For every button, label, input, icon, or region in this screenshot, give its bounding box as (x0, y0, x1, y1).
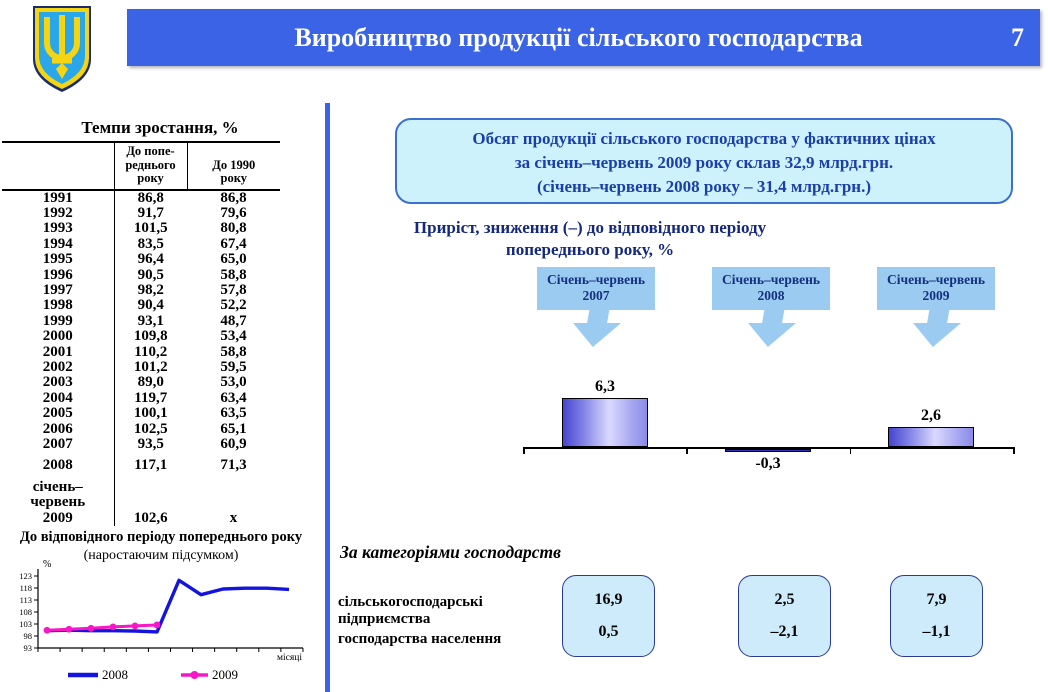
period-label-box: Січень–червень 2008 (712, 267, 830, 310)
axis-tick (1013, 447, 1015, 454)
growth-table (2, 141, 280, 526)
table-year-cell: 1992 (42, 204, 73, 221)
info-box-line: Обсяг продукції сільського господарства у фактичних цінах (472, 129, 936, 148)
households-value: –2,1 (770, 623, 799, 640)
table-year-cell: 1993 (42, 220, 73, 237)
period-label-box: Січень–червень 2009 (877, 267, 995, 310)
table-value-cell: 90,5 (114, 268, 187, 283)
table-value-cell: 96,4 (114, 252, 187, 267)
table-value-cell: 57,8 (220, 281, 247, 298)
enterprises-value: 2,5 (774, 591, 795, 608)
category-value-box (738, 575, 831, 657)
header-bar (127, 9, 1040, 66)
table-value-cell: 102,5 (114, 422, 187, 437)
axis-tick (850, 447, 852, 454)
page-title: Виробництво продукції сільського господарства (294, 23, 863, 52)
table-row (2, 437, 280, 452)
svg-text:118: 118 (19, 583, 32, 593)
info-box-line: за січень–червень 2009 року склав 32,9 млрд.грн. (514, 153, 894, 172)
bar (725, 449, 811, 452)
table-value-cell: 93,5 (114, 437, 187, 452)
table-year-cell: 2003 (42, 374, 73, 391)
line-chart-title: До відповідного періоду попереднього року (19, 529, 303, 545)
table-value-cell: 79,6 (220, 204, 247, 221)
table-year-cell: 2004 (42, 389, 73, 406)
bar (888, 427, 974, 447)
table-year-cell: 2000 (42, 328, 73, 345)
table-year-cell: 2001 (42, 343, 73, 360)
bar-chart (518, 360, 1018, 480)
table-year-cell: 2002 (42, 358, 73, 375)
table-value-cell: 86,8 (114, 190, 187, 206)
table-value-cell: 101,2 (114, 360, 187, 375)
table-value-cell: 117,1 (114, 452, 187, 473)
table-row (2, 268, 280, 283)
bar (562, 398, 648, 447)
table-year-cell: 1999 (42, 312, 73, 329)
table-value-cell: 119,7 (114, 391, 187, 406)
category-value-box (562, 575, 655, 657)
table-year-cell: 1994 (42, 235, 73, 252)
svg-text:103: 103 (19, 619, 32, 629)
table-value-cell: 58,8 (220, 343, 247, 360)
table-year-cell: 2007 (42, 436, 73, 452)
svg-text:%: % (43, 559, 52, 570)
table-value-cell: 53,0 (220, 374, 247, 391)
table-value-cell: 91,7 (114, 206, 187, 221)
row-label-households: господарства населення (338, 631, 502, 647)
table-row (2, 283, 280, 298)
table-value-cell: 52,2 (220, 297, 247, 314)
table-value-cell: 86,8 (220, 189, 247, 206)
table-header-prev-year: До попе- реднього року (114, 142, 187, 190)
table-value-cell: 71,3 (220, 457, 247, 474)
table-value-cell: 93,1 (114, 314, 187, 329)
categories-heading: За категоріями господарств (340, 542, 561, 562)
table-value-cell: 65,0 (220, 251, 247, 268)
table-row (2, 329, 280, 344)
svg-text:123: 123 (19, 571, 32, 581)
growth-note-line: Приріст, зниження (–) до відповідного періоду (413, 218, 767, 237)
households-value: 0,5 (598, 623, 619, 640)
table-year-cell: січень– червень 2009 (30, 478, 86, 526)
line-chart-subtitle: (наростаючим підсумком) (83, 548, 239, 563)
table-value-cell: 65,1 (220, 420, 247, 437)
table-row (2, 406, 280, 421)
enterprises-value: 16,9 (594, 591, 623, 608)
down-arrow-icon (735, 309, 806, 349)
table-header-empty (2, 142, 114, 190)
table-header-to-1990: До 1990 року (187, 142, 280, 190)
table-value-cell: 110,2 (114, 345, 187, 360)
enterprises-value: 7,9 (926, 591, 947, 608)
svg-text:93: 93 (23, 643, 32, 653)
row-label-enterprises: сільськогосподарські підприємства (338, 594, 483, 627)
period-label-box: Січень–червень 2007 (537, 267, 655, 310)
table-value-cell: 90,4 (114, 298, 187, 313)
table-value-cell: 100,1 (114, 406, 187, 421)
table-row (2, 360, 280, 375)
svg-text:2008: 2008 (102, 667, 128, 682)
table-header-row (2, 142, 280, 190)
growth-table-title: Темпи зростання, % (81, 118, 239, 137)
table-row (2, 206, 280, 221)
households-value: –1,1 (922, 623, 951, 640)
table-year-cell: 2005 (42, 405, 73, 422)
table-row (2, 422, 280, 437)
line-chart (5, 556, 320, 688)
table-value-cell: 63,4 (220, 389, 247, 406)
table-row (2, 452, 280, 473)
table-value-cell: 58,8 (220, 266, 247, 283)
ukraine-coat-of-arms-icon (30, 3, 94, 95)
table-year-cell: 1996 (42, 266, 73, 283)
info-box-line: (січень–червень 2008 року – 31,4 млрд.грн.) (536, 177, 872, 196)
table-row (2, 314, 280, 329)
table-year-cell: 2008 (42, 457, 73, 474)
svg-text:місяці: місяці (277, 653, 302, 663)
table-value-cell: 53,4 (220, 328, 247, 345)
table-year-cell: 1991 (42, 189, 73, 206)
table-row (2, 252, 280, 267)
bar-value-label: -0,3 (755, 455, 781, 472)
vertical-divider (325, 103, 330, 692)
down-arrow-icon (900, 309, 971, 349)
table-value-cell: 63,5 (220, 405, 247, 422)
table-value-cell: 80,8 (220, 220, 247, 237)
growth-note (360, 217, 820, 261)
table-value-cell: 59,5 (220, 358, 247, 375)
svg-text:113: 113 (19, 595, 32, 605)
table-value-cell: 101,5 (114, 221, 187, 236)
table-value-cell: 67,4 (220, 235, 247, 252)
axis-tick (523, 447, 525, 454)
table-row (2, 221, 280, 236)
page-number: 7 (1011, 23, 1024, 52)
table-value-cell: x (229, 509, 238, 526)
table-value-cell: 102,6 (114, 474, 187, 526)
axis-tick (686, 447, 688, 454)
down-arrow-icon (560, 309, 631, 349)
table-value-cell: 89,0 (114, 375, 187, 390)
table-row (2, 298, 280, 313)
table-row-2009 (2, 474, 280, 526)
growth-note-line: попереднього року, % (505, 240, 675, 259)
table-row (2, 190, 280, 206)
table-value-cell: 83,5 (114, 237, 187, 252)
table-row (2, 391, 280, 406)
svg-text:2009: 2009 (212, 667, 238, 682)
table-row (2, 345, 280, 360)
svg-text:98: 98 (23, 631, 32, 641)
table-value-cell: 60,9 (220, 436, 247, 452)
table-year-cell: 1995 (42, 251, 73, 268)
bar-value-label: 6,3 (595, 377, 615, 395)
table-year-cell: 2006 (42, 420, 73, 437)
table-row (2, 375, 280, 390)
table-value-cell: 109,8 (114, 329, 187, 344)
svg-text:108: 108 (19, 607, 32, 617)
bar-value-label: 2,6 (921, 406, 941, 424)
table-value-cell: 48,7 (220, 312, 247, 329)
table-row (2, 237, 280, 252)
table-value-cell: 98,2 (114, 283, 187, 298)
category-value-box (890, 575, 983, 657)
table-year-cell: 1997 (42, 281, 73, 298)
info-box (395, 118, 1013, 204)
table-year-cell: 1998 (42, 297, 73, 314)
